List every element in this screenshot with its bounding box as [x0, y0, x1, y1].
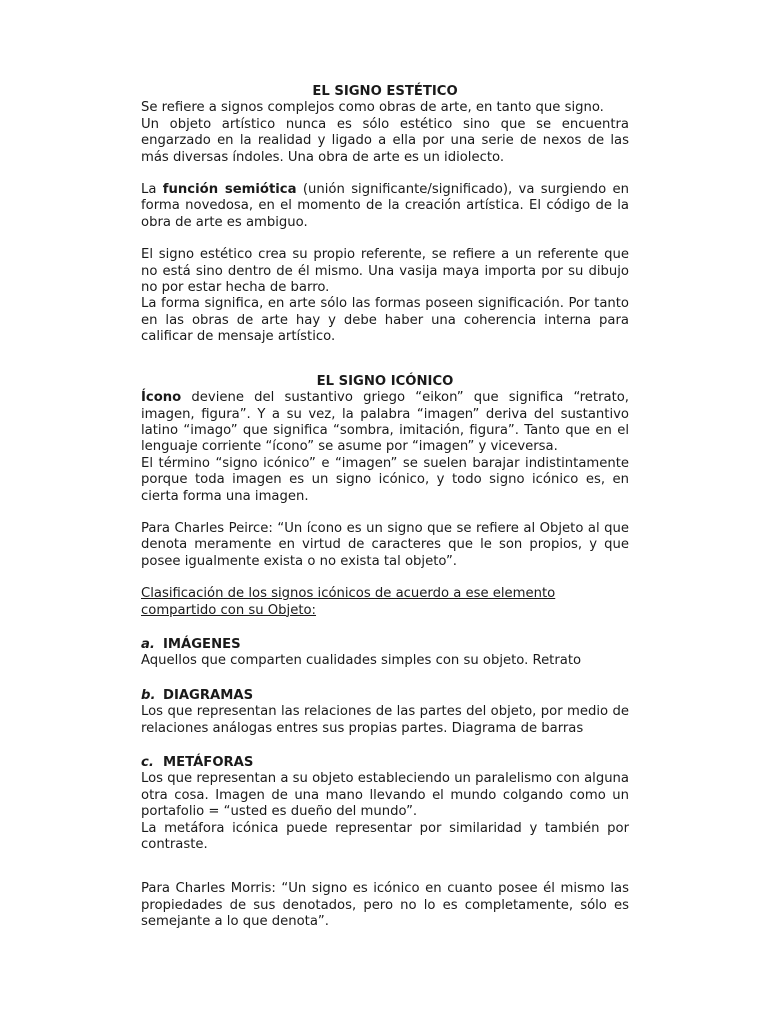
list-heading-label: METÁFORAS — [163, 755, 254, 770]
list-item-text: Aquellos que comparten cualidades simples con su objeto. Retrato — [141, 653, 582, 669]
paragraph-funcion-semiotica — [141, 182, 629, 231]
paragraph: Se refiere a signos complejos como obras de arte, en tanto que signo. — [141, 100, 604, 116]
paragraph: El signo estético crea su propio referente, se refiere a un referente que no está sino dentro de él mismo. Una vasija maya importa por su dibujo no por estar hecha de barro. — [141, 247, 629, 296]
bold-term: función semiótica — [162, 182, 297, 198]
paragraph-icono — [141, 390, 629, 456]
section-title-estetico: EL SIGNO ESTÉTICO — [312, 84, 458, 99]
list-item-heading — [141, 755, 629, 771]
document-page — [141, 84, 629, 931]
section-title-iconico: EL SIGNO ICÓNICO — [316, 373, 454, 389]
list-heading-label: DIAGRAMAS — [163, 687, 254, 703]
list-item-text: Los que representan las relaciones de las partes del objeto, por medio de relaciones análogas entres sus propias partes. Diagrama de barras — [141, 704, 629, 736]
bold-term: Ícono — [141, 390, 182, 406]
quote-peirce: Para Charles Peirce: “Un ícono es un signo que se refiere al Objeto al que denota meramente en virtud de caracteres que le son propios, y que posee igualmente exista o no exista tal objeto”. — [141, 520, 629, 569]
list-item-heading — [141, 688, 629, 704]
quote-morris: Para Charles Morris: “Un signo es icónico en cuanto posee él mismo las propiedades de sus denotados, pero no lo es completamente, sólo es semejante a lo que denota”. — [141, 881, 629, 930]
text-rest: (unión significante/significado), va surgiendo en forma novedosa, en el momento de la creación artística. El código de la obra de arte es ambiguo. — [141, 182, 629, 230]
list-index: c. — [141, 755, 154, 770]
text-rest: deviene del sustantivo griego “eikon” que significa “retrato, imagen, figura”. Y a su vez, la palabra “imagen” deriva del sustantivo latino “imago” que significa “sombra, imitación, figura”. Tanto que en el lenguaje corriente “ícono” se asume por “imagen” y viceversa. — [141, 390, 629, 455]
text-prefix: La — [141, 182, 163, 198]
list-item-text: La metáfora icónica puede representar por similaridad y también por contraste. — [141, 820, 629, 853]
list-item-heading — [141, 637, 629, 653]
list-item-text: Los que representan a su objeto estableciendo un paralelismo con alguna otra cosa. Imagen de una mano llevando el mundo colgando como un portafolio = “usted es dueño del mundo”. — [141, 771, 629, 820]
list-index: a. — [141, 636, 155, 652]
paragraph: La forma significa, en arte sólo las formas poseen significación. Por tanto en las obras de arte hay y debe haber una coherencia interna para calificar de mensaje artístico. — [141, 296, 629, 345]
classification-heading: Clasificación de los signos icónicos de acuerdo a ese elemento compartido con su Objeto: — [141, 586, 556, 618]
list-index: b. — [141, 687, 156, 703]
paragraph: Un objeto artístico nunca es sólo estético sino que se encuentra engarzado en la realidad y ligado a ella por una serie de nexos de las más diversas índoles. Una obra de arte es un idiolecto. — [141, 116, 629, 165]
paragraph: El término “signo icónico” e “imagen” se suelen barajar indistintamente porque toda imagen es un signo icónico, y todo signo icónico es, en cierta forma una imagen. — [141, 455, 629, 504]
list-heading-label: IMÁGENES — [163, 636, 241, 652]
